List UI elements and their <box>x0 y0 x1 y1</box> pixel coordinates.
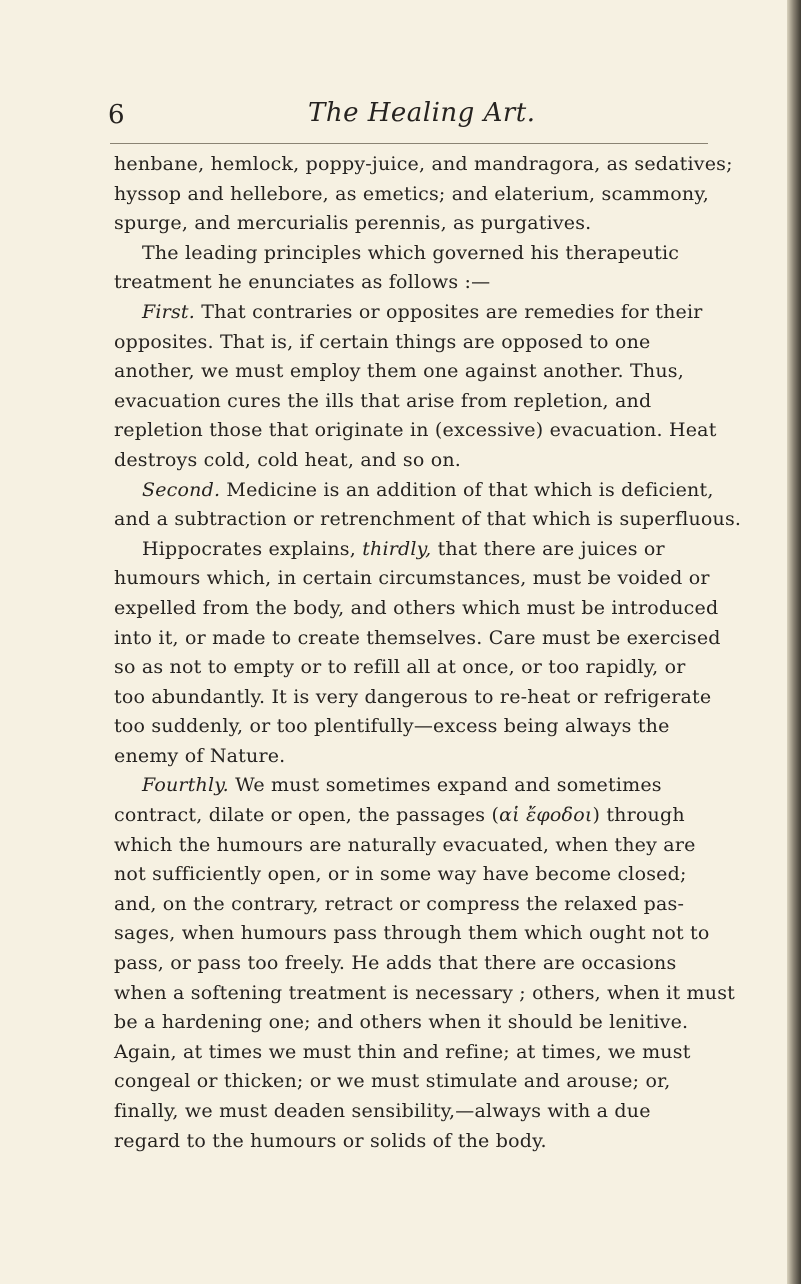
header-rule <box>110 143 708 144</box>
text-line: finally, we must deaden sensibility,—always with a due <box>114 1100 651 1122</box>
italic-lead: Fourthly. <box>142 774 229 797</box>
text-line: when a softening treatment is necessary ; others, when it must <box>114 981 735 1004</box>
text-line: sages, when humours pass through them which ought not to <box>114 922 710 945</box>
text-line: and a subtraction or retrenchment of that which is superfluous. <box>114 508 742 531</box>
text-line: so as not to empty or to refill all at once, or too rapidly, or <box>114 656 686 679</box>
text-line: which the humours are naturally evacuated, when they are <box>114 833 696 856</box>
text-line: evacuation cures the ills that arise from repletion, and <box>114 389 652 412</box>
italic-lead: First. <box>142 300 195 323</box>
page-header <box>108 98 708 138</box>
text-line: opposites. That is, if certain things are opposed to one <box>114 330 651 353</box>
text-line: contract, dilate or open, the passages (αἱ ἔφοδοι) through <box>114 804 685 827</box>
text-line: not sufficiently open, or in some way have become closed; <box>114 863 687 886</box>
text-line: repletion those that originate in (excessive) evacuation. Heat <box>114 419 717 442</box>
text-line: regard to the humours or solids of the body. <box>114 1129 547 1152</box>
paragraph-start: The leading principles which governed his therapeutic <box>142 241 680 264</box>
text-line: henbane, hemlock, poppy-juice, and mandragora, as sedatives; <box>114 153 733 175</box>
page-number: 6 <box>108 100 125 130</box>
text-line: destroys cold, cold heat, and so on. <box>114 448 462 471</box>
text-line: hyssop and hellebore, as emetics; and elaterium, scammony, <box>114 182 709 205</box>
paragraph-start: Hippocrates explains, thirdly, that there are juices or <box>142 537 665 560</box>
text-line: expelled from the body, and others which must be introduced <box>114 596 719 619</box>
running-title: The Healing Art. <box>308 98 536 128</box>
greek-term: αἱ ἔφοδοι <box>499 804 593 827</box>
text-line: treatment he enunciates as follows :— <box>114 271 491 294</box>
paragraph-start: Second. Medicine is an addition of that which is deficient, <box>142 478 714 501</box>
text-line: too suddenly, or too plentifully—excess being always the <box>114 715 670 738</box>
paragraph-start: First. That contraries or opposites are remedies for their <box>142 300 703 323</box>
text-line: enemy of Nature. <box>114 744 286 767</box>
text-line: humours which, in certain circumstances, must be voided or <box>114 567 710 590</box>
text-line: too abundantly. It is very dangerous to re-heat or refrigerate <box>114 685 712 708</box>
text-line: pass, or pass too freely. He adds that there are occasions <box>114 952 677 975</box>
italic-lead: thirdly, <box>362 537 432 560</box>
text-line: into it, or made to create themselves. Care must be exercised <box>114 626 721 649</box>
text-line: and, on the contrary, retract or compress the relaxed pas- <box>114 892 685 915</box>
italic-lead: Second. <box>142 478 221 501</box>
body-text <box>114 150 742 1156</box>
text-line: another, we must employ them one against another. Thus, <box>114 360 684 383</box>
page-gutter-edge <box>787 0 801 1284</box>
text-line: Again, at times we must thin and refine; at times, we must <box>114 1040 691 1063</box>
text-line: congeal or thicken; or we must stimulate and arouse; or, <box>114 1070 671 1093</box>
text-line: spurge, and mercurialis perennis, as purgatives. <box>114 212 592 235</box>
text-line: be a hardening one; and others when it should be lenitive. <box>114 1011 689 1034</box>
paragraph-start: Fourthly. We must sometimes expand and sometimes <box>142 774 662 797</box>
